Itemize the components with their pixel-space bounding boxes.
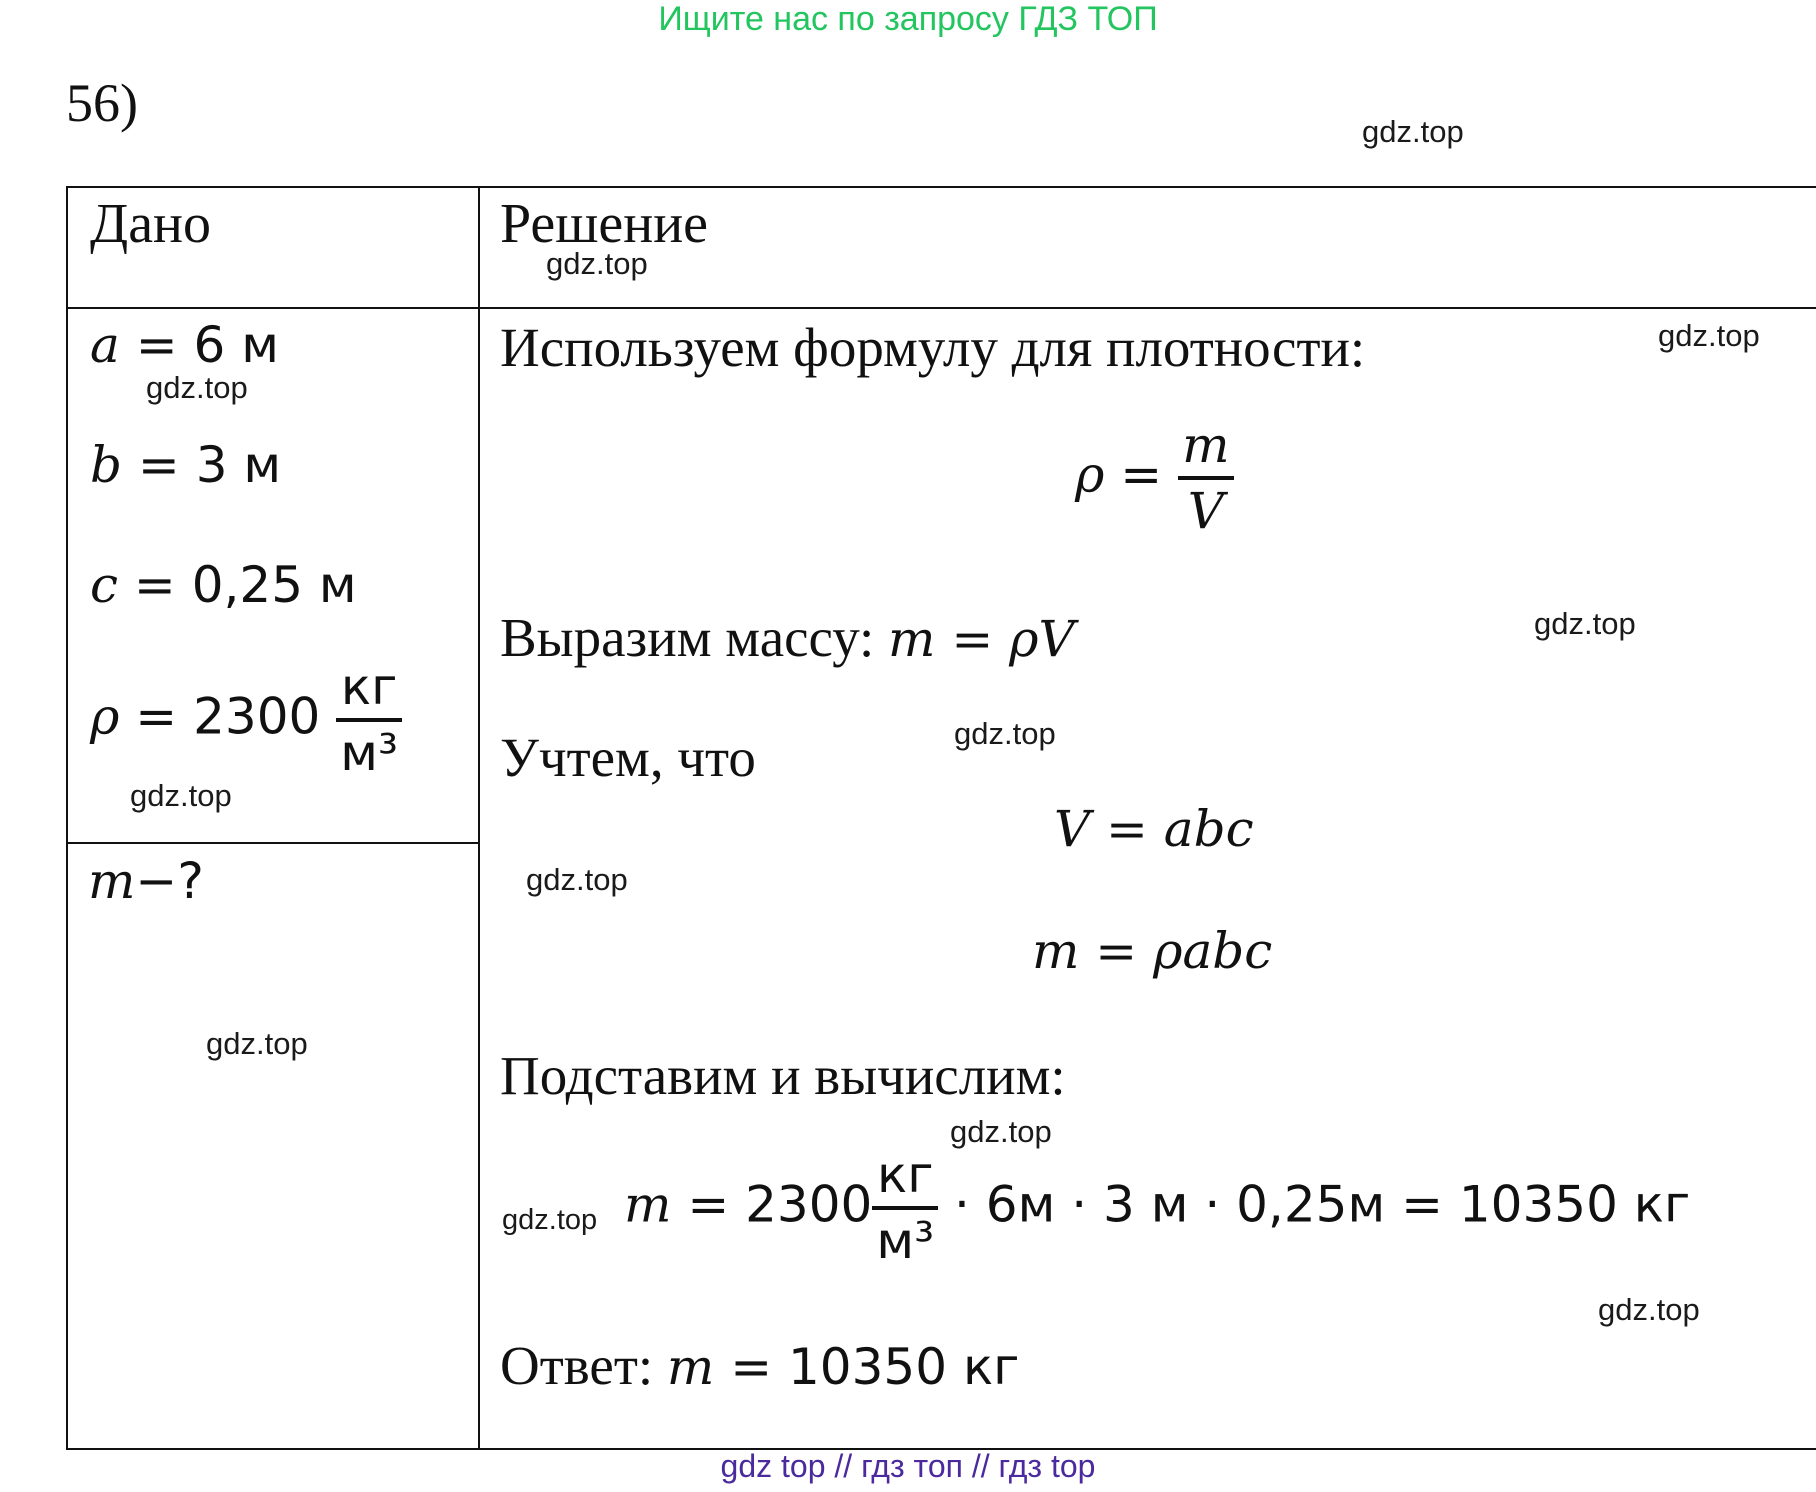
watermark: gdz.top (526, 862, 628, 897)
search-banner: Ищите нас по запросу ГДЗ ТОП (658, 0, 1158, 38)
given-b: b = 3 м (90, 436, 282, 494)
calculation: m = 2300 $\frac{кг}{\text{м³}}$ · 6м · 3 м · 0,25м = 10350 кг (624, 1146, 1691, 1270)
answer: Ответ: m = 10350 кг (500, 1335, 1020, 1396)
solution-line-1: Используем формулу для плотности: (500, 317, 1366, 378)
watermark: gdz.top (206, 1026, 308, 1061)
solution-header: Решение (500, 193, 709, 255)
solution-line-2: Выразим массу: m = ρV (500, 607, 1075, 668)
watermark: gdz.top (546, 246, 648, 281)
watermark: gdz.top (954, 716, 1056, 751)
watermark: gdz.top (1534, 606, 1636, 641)
given-density: ρ = 2300 $\frac{кг}{\text{м³}}$ (90, 662, 402, 778)
density-formula: ρ = $\frac{m}{V}$ (1075, 420, 1234, 536)
watermark: gdz.top (146, 370, 248, 405)
table-column-divider (478, 186, 480, 1450)
table-left-border (66, 186, 68, 1450)
table-header-divider (66, 307, 1816, 309)
footer-watermark: gdz top // гдз топ // гдз top (720, 1448, 1096, 1484)
problem-number: 56) (66, 73, 138, 133)
table-top-border (66, 186, 1816, 188)
given-a: a = 6 м (90, 316, 279, 374)
given-c: c = 0,25 м (90, 556, 357, 614)
given-header: Дано (90, 193, 212, 255)
volume-formula: V = abc (1054, 800, 1254, 858)
watermark: gdz.top (1658, 318, 1760, 353)
watermark: gdz.top (1598, 1292, 1700, 1327)
watermark: gdz.top (502, 1204, 598, 1236)
find-mass: m−? (88, 852, 204, 910)
given-find-divider (66, 842, 480, 844)
density-unit-fraction: $\frac{кг}{\text{м³}}$ (336, 662, 402, 778)
watermark: gdz.top (1362, 114, 1464, 149)
mass-formula: m = ρabc (1032, 922, 1273, 980)
solution-line-3: Учтем, что (500, 727, 756, 788)
watermark: gdz.top (950, 1114, 1052, 1149)
solution-line-4: Подставим и вычислим: (500, 1045, 1066, 1106)
watermark: gdz.top (130, 778, 232, 813)
